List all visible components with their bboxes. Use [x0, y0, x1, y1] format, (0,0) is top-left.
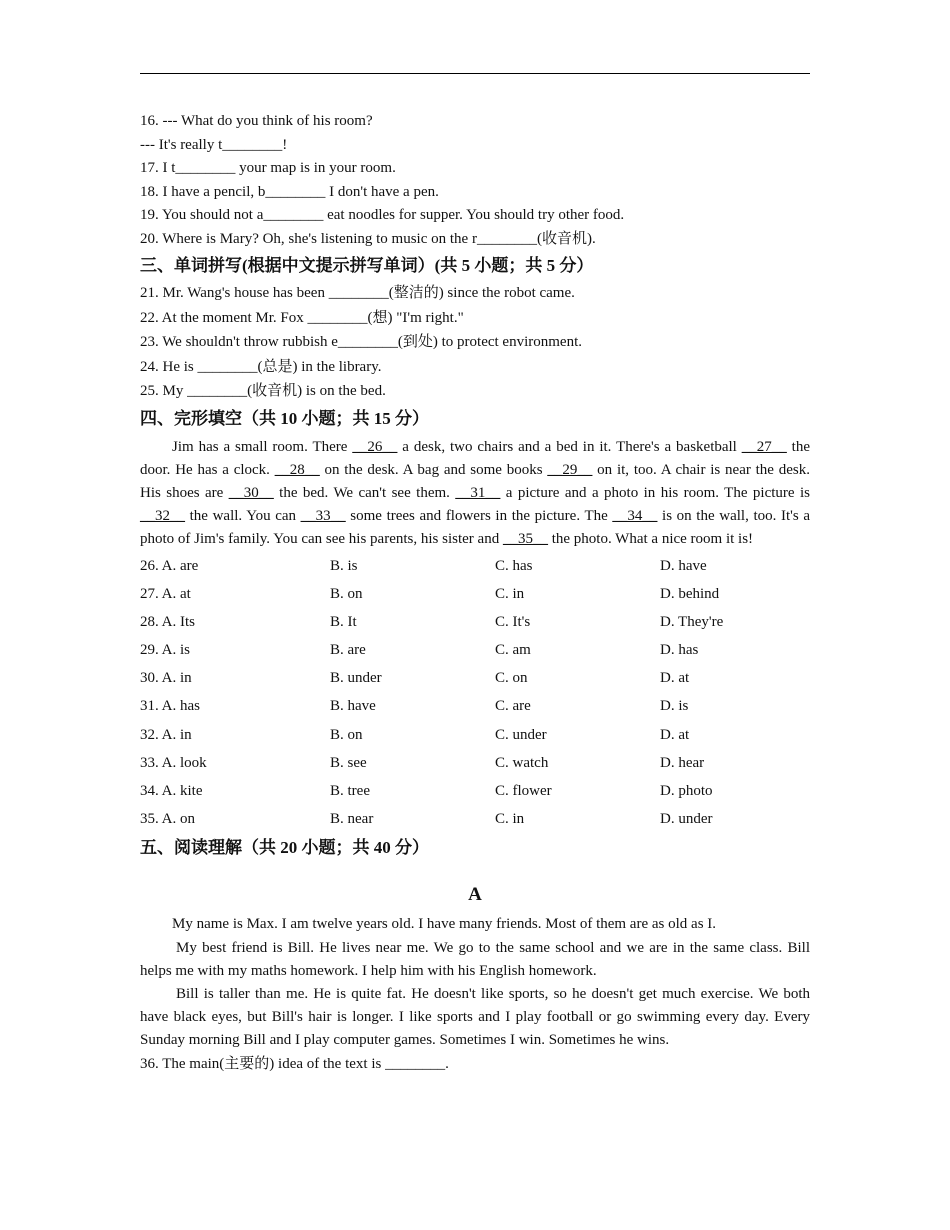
option-d: D. has: [660, 642, 699, 659]
option-d: D. at: [660, 726, 690, 743]
spelling-item-24: 24. He is ________(总是) in the library.: [140, 358, 382, 375]
cloze-blank-28: __28__: [274, 461, 320, 478]
option-row-35: [140, 805, 810, 833]
option-d: D. photo: [660, 783, 713, 800]
cloze-text: the photo. What a nice room it is!: [547, 531, 754, 548]
option-b: B. It: [330, 613, 357, 630]
spelling-item-21: 21. Mr. Wang's house has been ________(整洁的) since the robot came.: [140, 285, 575, 301]
cloze-blank-33: __33__: [300, 508, 346, 525]
fill-item-19: 19. You should not a________ eat noodles for supper. You should try other food.: [140, 207, 625, 223]
cloze-text: a picture and a photo in his room. The picture is: [500, 484, 810, 501]
option-a: 35. A. on: [140, 811, 196, 828]
spelling-item-22: 22. At the moment Mr. Fox ________(想) "I'm right.": [140, 309, 464, 326]
option-row-27: [140, 580, 810, 608]
cloze-blank-34: __34__: [612, 508, 658, 525]
option-row-31: [140, 692, 810, 720]
option-d: D. behind: [660, 585, 720, 602]
option-c: C. in: [495, 585, 525, 602]
cloze-blank-35: __35__: [502, 531, 548, 548]
option-c: C. in: [495, 811, 525, 828]
option-d: D. They're: [660, 613, 724, 630]
question-36: 36. The main(主要的) idea of the text is ________.: [140, 1055, 449, 1072]
option-c: C. It's: [495, 613, 531, 630]
reading-a-paragraph-1: My name is Max. I am twelve years old. I have many friends. Most of them are as old as I.: [172, 916, 717, 933]
option-a: 26. A. are: [140, 557, 199, 574]
option-b: B. see: [330, 754, 367, 771]
page-content: [140, 110, 810, 1076]
cloze-passage: [140, 436, 810, 552]
cloze-text: Jim has a small room. There: [172, 438, 353, 455]
option-b: B. tree: [330, 783, 370, 800]
option-c: C. are: [495, 698, 531, 715]
option-row-34: [140, 777, 810, 805]
option-b: B. is: [330, 557, 358, 574]
option-a: 30. A. in: [140, 670, 192, 687]
option-c: C. on: [495, 670, 528, 687]
fill-item-20: 20. Where is Mary? Oh, she's listening to music on the r________(收音机).: [140, 230, 596, 247]
option-d: D. under: [660, 811, 713, 828]
option-d: D. at: [660, 670, 690, 687]
option-a: 27. A. at: [140, 585, 191, 602]
fill-item-16: 16. --- What do you think of his room?: [140, 113, 373, 129]
cloze-text: the door. He has a clock.: [140, 438, 810, 478]
option-a: 31. A. has: [140, 698, 200, 715]
option-b: B. near: [330, 811, 374, 828]
option-c: C. am: [495, 642, 531, 659]
option-row-33: [140, 749, 810, 777]
spelling-item-25: 25. My ________(收音机) is on the bed.: [140, 383, 386, 399]
cloze-blank-30: __30__: [228, 484, 274, 501]
option-b: B. are: [330, 642, 366, 659]
spelling-item-23: 23. We shouldn't throw rubbish e________(到处) to protect environment.: [140, 334, 582, 350]
cloze-text: on it, too. A chair is near the desk. His shoes are: [140, 461, 810, 501]
option-c: C. flower: [495, 783, 552, 800]
section-3-heading: 三、单词拼写(根据中文提示拼写单词）(共 5 小题；共 5 分）: [140, 256, 594, 275]
option-row-30: [140, 664, 810, 692]
option-b: B. on: [330, 726, 363, 743]
fill-item-17: 17. I t________ your map is in your room.: [140, 160, 396, 176]
cloze-blank-27: __27__: [741, 438, 787, 455]
section-5-heading: 五、阅读理解（共 20 小题；共 40 分）: [140, 838, 429, 858]
fill-item-18: 18. I have a pencil, b________ I don't have a pen.: [140, 183, 439, 200]
cloze-blank-26: __26__: [352, 438, 398, 455]
option-row-29: [140, 636, 810, 664]
cloze-text: on the desk. A bag and some books: [319, 461, 548, 478]
option-c: C. watch: [495, 754, 549, 771]
cloze-options: [140, 552, 810, 834]
option-a: 29. A. is: [140, 642, 191, 659]
reading-a-paragraph-3: Bill is taller than me. He is quite fat. He doesn't like sports, so he doesn't get much exercise. We both have black eyes, but Bill's hair is longer. I like sports and I play football or go swimming every day. Every Sunday morning Bill and I play computer games. Sometimes I win. Sometimes he wins.: [140, 986, 810, 1049]
cloze-text: the wall. You can: [185, 508, 301, 525]
cloze-text: a desk, two chairs and a bed in it. There's a basketball: [397, 438, 742, 455]
reading-a-paragraph-2: My best friend is Bill. He lives near me. We go to the same school and we are in the same class. Bill helps me with my maths homework. I help him with his English homework.: [140, 939, 810, 979]
option-c: C. has: [495, 557, 533, 574]
option-d: D. have: [660, 557, 707, 574]
cloze-blank-31: __31__: [455, 484, 501, 501]
section-4-heading: 四、完形填空（共 10 小题；共 15 分）: [140, 408, 429, 428]
cloze-text: some trees and flowers in the picture. The: [345, 508, 613, 525]
option-row-32: [140, 721, 810, 749]
option-a: 34. A. kite: [140, 783, 203, 800]
option-c: C. under: [495, 726, 547, 743]
option-b: B. under: [330, 670, 382, 687]
option-d: D. hear: [660, 754, 705, 771]
option-row-28: [140, 608, 810, 636]
cloze-blank-32: __32__: [140, 508, 185, 525]
option-a: 33. A. look: [140, 754, 207, 771]
option-row-26: [140, 552, 810, 580]
option-a: 28. A. Its: [140, 613, 196, 630]
cloze-text: is on the wall, too. It's a photo of Jim's family. You can see his parents, his sister and: [140, 508, 811, 548]
option-b: B. on: [330, 585, 363, 602]
header-rule: [140, 73, 810, 74]
cloze-text: the bed. We can't see them.: [273, 484, 456, 501]
reading-a-title: A: [468, 884, 482, 906]
option-b: B. have: [330, 698, 376, 715]
fill-item-16-answer: --- It's really t________!: [140, 136, 288, 153]
option-d: D. is: [660, 698, 689, 715]
cloze-blank-29: __29__: [547, 461, 593, 478]
option-a: 32. A. in: [140, 726, 192, 743]
